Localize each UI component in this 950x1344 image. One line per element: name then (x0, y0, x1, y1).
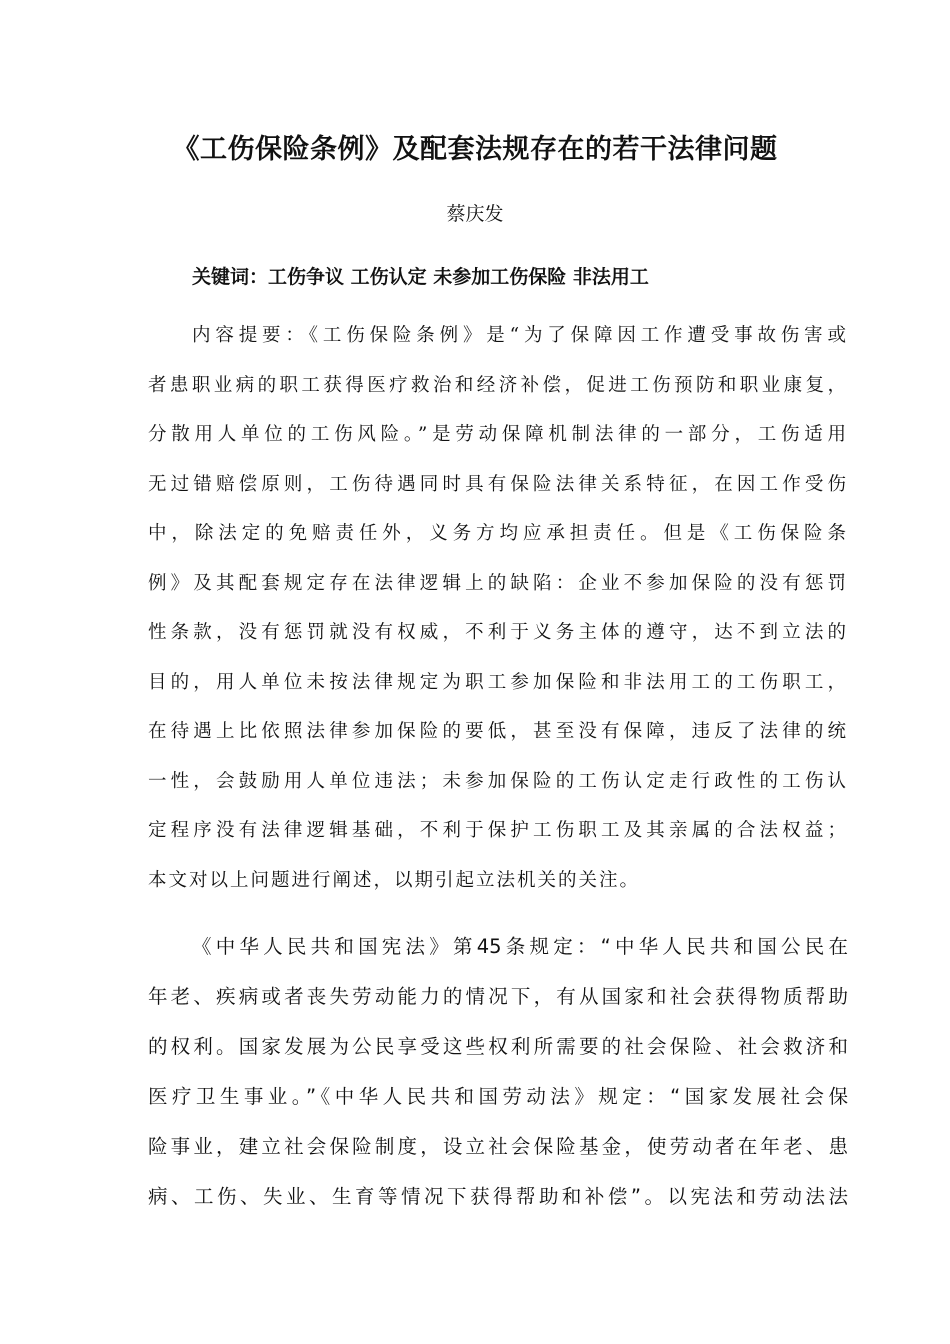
abstract-line: 例》及其配套规定存在法律逻辑上的缺陷：企业不参加保险的没有惩罚 (148, 572, 848, 594)
body-line: 医疗卫生事业。”《中华人民共和国劳动法》规定：“国家发展社会保 (148, 1085, 848, 1108)
abstract-line: 目的，用人单位未按法律规定为职工参加保险和非法用工的工伤职工， (148, 671, 848, 693)
body-line: 险事业，建立社会保险制度，设立社会保险基金，使劳动者在年老、患 (148, 1135, 848, 1158)
abstract-line: 内容提要：《工伤保险条例》是“为了保障因工作遭受事故伤害或 (192, 325, 848, 346)
abstract-line: 者患职业病的职工获得医疗救治和经济补偿，促进工伤预防和职业康复， (148, 374, 848, 396)
body-line: 《中华人民共和国宪法》第45条规定：“中华人民共和国公民在 (192, 935, 848, 958)
abstract-line: 定程序没有法律逻辑基础，不利于保护工伤职工及其亲属的合法权益； (148, 820, 848, 841)
body-line: 病、工伤、失业、生育等情况下获得帮助和补偿”。以宪法和劳动法法 (148, 1185, 848, 1208)
abstract-line: 无过错赔偿原则，工伤待遇同时具有保险法律关系特征，在因工作受伤 (148, 473, 848, 495)
abstract-paragraph (148, 311, 848, 905)
author-name: 蔡庆发 (446, 203, 504, 225)
abstract-line: 分散用人单位的工伤风险。”是劳动保障机制法律的一部分，工伤适用 (148, 424, 848, 445)
abstract-line: 在待遇上比依照法律参加保险的要低，甚至没有保障，违反了法律的统 (148, 721, 848, 742)
body-line: 的权利。国家发展为公民享受这些权利所需要的社会保险、社会救济和 (148, 1035, 848, 1058)
body-line: 年老、疾病或者丧失劳动能力的情况下，有从国家和社会获得物质帮助 (148, 985, 848, 1008)
body-paragraph (148, 922, 848, 1222)
document-title: 《工伤保险条例》及配套法规存在的若干法律问题 (172, 134, 778, 165)
abstract-line: 一性，会鼓励用人单位违法；未参加保险的工伤认定走行政性的工伤认 (148, 770, 848, 792)
keywords-line: 关键词：工伤争议 工伤认定 未参加工伤保险 非法用工 (192, 266, 649, 288)
abstract-line: 本文对以上问题进行阐述，以期引起立法机关的关注。 (148, 869, 641, 891)
abstract-line: 性条款，没有惩罚就没有权威，不利于义务主体的遵守，达不到立法的 (148, 622, 848, 643)
abstract-line: 中，除法定的免赔责任外，义务方均应承担责任。但是《工伤保险条 (148, 523, 848, 544)
